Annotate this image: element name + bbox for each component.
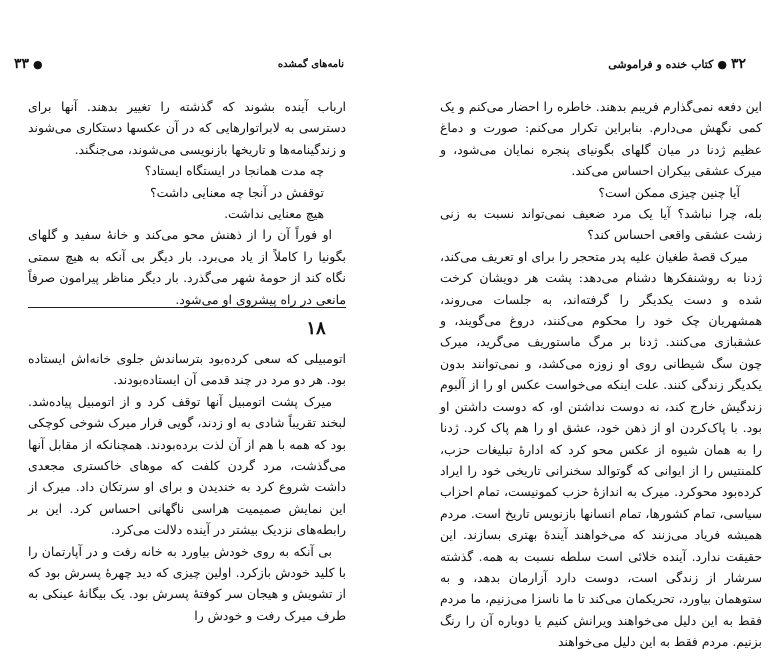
running-title: نامه‌های گمشده bbox=[277, 58, 344, 70]
paragraph: بله، چرا نباشد؟ آیا یک مرد ضعیف نمی‌تواند نسبت به زنی زشت عشقی واقعی احساس کند؟ bbox=[440, 206, 762, 243]
paragraph: ارباب آینده بشوند که گذشته را تغییر بدهند. آنها برای دسترسی به لابراتوارهایی که در آن عکسها دستکاری می‌شوند و زندگینامه‌ها و تاریخها بازنویسی می‌شوند، می‌جنگند. bbox=[28, 99, 346, 157]
bullet-icon: ● bbox=[717, 57, 727, 71]
paragraph: آیا چنین چیزی ممکن است؟ bbox=[598, 184, 740, 200]
left-page-number bbox=[14, 56, 47, 72]
paragraph: میرک پشت اتومبیل آنها توقف کرد و از اتومبیل پیاده‌شد. لبخند تقریباً شادی به او زدند، گویی قرار میرک شوخی کوچکی بود که همه با هم از آن لذت برده‌بودند. همچنانکه از مقابل آنها می‌گذشت، مرد گردن کلفت که موهای خاکستری مجعدی داشت شروع کرد به خندیدن و برای او سرتکان داد. میرک از این نمایش صمیمیت هراسی ناگهانی احساس کرد. این بر رابطه‌های نزدیک بیشتر در آینده دلالت می‌کرد. bbox=[28, 393, 346, 538]
running-title: کتاب خنده و فراموشی bbox=[608, 57, 714, 71]
section-divider bbox=[28, 307, 346, 308]
right-page-header bbox=[446, 54, 746, 74]
section-number: ۱۸ bbox=[306, 318, 326, 339]
paragraph: او فوراً آن را از ذهنش محو می‌کند و خانهٔ سفید و گلهای بگونیا را کاملاً از یاد می‌برد. بار دیگر بی آنکه به هیچ سمتی نگاه کند از حومهٔ شهر می‌گذرد. بار دیگر مناظر پیرامون صرفاً مانعی در راه پیشروی او می‌شود. bbox=[28, 227, 346, 307]
bullet-icon: ● bbox=[33, 57, 43, 71]
page-number: ۳۳ bbox=[14, 56, 30, 72]
paragraph: چه مدت همانجا در ایستگاه ایستاد؟ bbox=[144, 163, 324, 179]
left-page-body-top bbox=[28, 96, 346, 310]
paragraph: میرک قصهٔ طغیان علیه پدر متحجر را برای او تعریف می‌کند، ژدنا به روشنفکرها دشنام می‌دهد: پشت هر دویشان کرخت شده و دست یکدیگر را گرفته‌اند، به جلسات می‌روند، همشهریان چک خود را محکوم می‌کنند، دروغ می‌گویند، و عشقبازی می‌کنند. ژدنا بر مرگ ماستوریف می‌گرید، میرک چون سگ شیطانی روی او زوزه می‌کشد، و نمی‌توانند بدون یکدیگر زندگی کنند. علت اینکه می‌خواست عکس او را از آلبوم زندگیش خارج کند، نه دوست نداشتن او، که دوست داشتن او بود. با پاک‌کردن او از ذهن خود، عشق او را هم پاک کرد. ژدنا را به همان شیوه از عکس محو کرد که ادارهٔ تبلیغات حزب، کلمنتیس را از ایوانی که گوتوالد سخنرانی تاریخی خود را ایراد کرده‌بود محوکرد. میرک به اندازهٔ حزب کمونیست، تمام احزاب سیاسی، تمام کشورها، تمام انسانها بازنویس تاریخ است. مردم همیشه فریاد می‌زنند که می‌خواهند آیندهٔ بهتری بسازند. این حقیقت ندارد. آینده خلائی است سلطه نسبت به همه. گذشته سرشار از زندگی است، دوست دارد آزارمان بدهد، و به ستوهمان بیاورد، تحریکمان می‌کند تا ما ناسزا می‌زنیم، ما مردم فقط به این دلیل می‌خواهند ویرانش کنیم یا دوباره آن را رنگ بزنیم. مردم فقط به این دلیل می‌خواهند bbox=[440, 248, 762, 650]
left-page-body-bottom bbox=[28, 348, 346, 626]
paragraph: توقفش در آنجا چه معنایی داشت؟ bbox=[150, 184, 324, 200]
paragraph: این دفعه نمی‌گذارم فریبم بدهند. خاطره را احضار می‌کنم و یک کمی نگهش می‌دارم. بنابراین تکرار می‌کنم: صورت و دماغ عظیم ژدنا در میان گلهای بگونیای پنجره نمایان می‌شود، و میرک عشقی بیکران احساس می‌کند. bbox=[440, 99, 762, 179]
left-page-header bbox=[14, 54, 344, 74]
right-page-body bbox=[440, 96, 762, 653]
paragraph: بی آنکه به روی خودش بیاورد به خانه رفت و در آپارتمان را با کلید خودش بازکرد. اولین چیزی که دید چهرهٔ پسرش بود که از تشویش و هیجان سر کوفته‌ٔ پسرش بود. یک بیگانهٔ عینکی به طرف میرک رفت و خودش را bbox=[28, 543, 346, 623]
paragraph: هیچ معنایی نداشت. bbox=[224, 206, 324, 222]
paragraph: اتومبیلی که سعی کرده‌بود بترساندش جلوی خانه‌اش ایستاده بود. هر دو مرد در چند قدمی آن ایستاده‌بودند. bbox=[28, 351, 346, 388]
right-page bbox=[384, 0, 768, 662]
page-number: ۳۲ bbox=[730, 56, 746, 72]
